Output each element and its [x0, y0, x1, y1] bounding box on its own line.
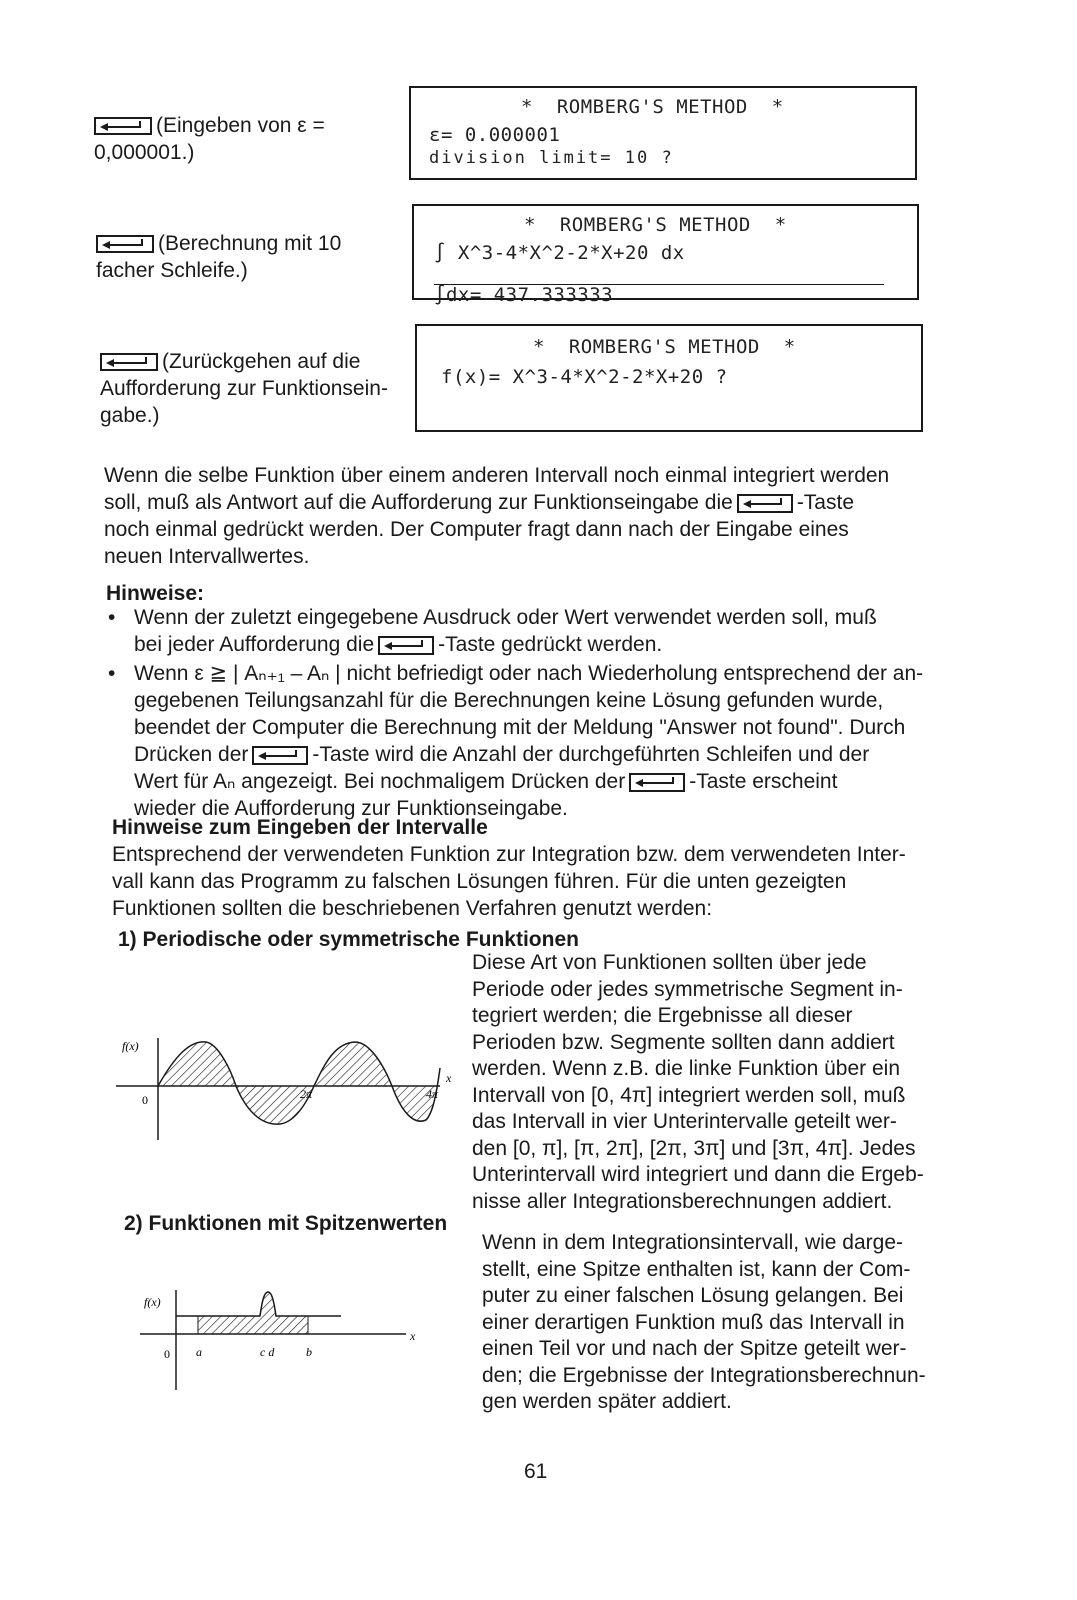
lcd-2-line-2: ∫ X^3-4*X^2-2*X+20 dx — [434, 242, 685, 264]
section-1-line: den [0, π], [π, 2π], [2π, 3π] und [3π, 4π]. Jedes — [472, 1136, 916, 1160]
spike-function-figure — [136, 1282, 436, 1394]
enter-key-icon — [96, 235, 154, 253]
lcd-2-line-3: ∫dx= 437.333333 — [434, 284, 614, 306]
zero-label: 0 — [164, 1347, 170, 1361]
section-2-line: einer derartigen Funktion muß das Intervall in — [482, 1310, 905, 1334]
enter-key-icon — [94, 117, 152, 135]
cd-label: c d — [260, 1345, 275, 1359]
hatched-region — [158, 1042, 236, 1086]
bullet-2-line-5: Wert für Aₙ angezeigt. Bei nochmaligem Drücken der -Taste erscheint — [134, 770, 838, 793]
enter-key-icon — [737, 494, 793, 513]
section-2-line: den; die Ergebnisse der Integrationsberechnun- — [482, 1363, 926, 1387]
enter-key-icon — [629, 773, 685, 792]
bullet-2-line-6: wieder die Aufforderung zur Funktionseingabe. — [134, 797, 568, 820]
bullet-2-line-2: gegebenen Teilungsanzahl für die Berechnungen keine Lösung gefunden wurde, — [134, 689, 884, 712]
intro-line-1: Wenn die selbe Funktion über einem anderen Intervall noch einmal integriert werden — [104, 464, 890, 487]
x-label: x — [446, 1071, 452, 1085]
intro-paragraph — [104, 462, 924, 570]
spike-curve — [176, 1292, 341, 1316]
lcd-3-line-1: * ROMBERG'S METHOD * — [533, 336, 796, 358]
enter-key-icon — [100, 353, 158, 371]
section-1-line: das Intervall in vier Unterintervalle geteilt wer- — [472, 1110, 897, 1133]
bullet-2-line-1: Wenn ε ≧ | Aₙ₊₁ – Aₙ | nicht befriedigt oder nach Wiederholung entsprechend der an- — [134, 662, 924, 685]
two-pi-label: 2π — [300, 1087, 313, 1101]
hatched-region — [198, 1316, 308, 1334]
b-label: b — [306, 1345, 312, 1359]
section-2-text — [482, 1230, 937, 1416]
section-1-line: Perioden bzw. Segmente sollten dann addiert — [472, 1030, 895, 1054]
lcd-display-1 — [409, 86, 917, 180]
section-1-line: nisse aller Integrationsberechnungen addiert. — [472, 1189, 893, 1213]
section-2-line: puter zu einer falschen Lösung gelangen. Bei — [482, 1284, 904, 1307]
hinweise-bullet-2: • Wenn ε ≧ | Aₙ₊₁ – Aₙ | nicht befriedigt oder nach Wiederholung entsprechend der an- gegebenen Teilungsanzahl für die Berechnungen keine Lösung gefunden wurde, beendet der Computer die Berechnung mit der Meldung "Answer not found". Durch Drücken der -Taste wird die Anzahl der durchgeführten Schleifen und der Wert für Aₙ angezeigt. Bei nochmaligem Drücken der -Taste erscheint wieder die Aufforderung zur Funktionseingabe. — [134, 660, 934, 822]
hinweise-heading: Hinweise: — [106, 582, 205, 605]
bullet-2-line-4: Drücken der -Taste wird die Anzahl der durchgeführten Schleifen und der — [134, 743, 870, 766]
section-2-line: stellt, eine Spitze enthalten ist, kann der Com- — [482, 1257, 911, 1281]
step-1-text: (Eingeben von ε = 0,000001.) — [94, 114, 325, 164]
intervalle-block — [112, 814, 932, 922]
hinweise-bullet-1: • Wenn der zuletzt eingegebene Ausdruck oder Wert verwendet werden soll, muß bei jeder Aufforderung die -Taste gedrückt werden. — [134, 604, 934, 658]
bullet-2-line-3: beendet der Computer die Berechnung mit der Meldung "Answer not found". Durch — [134, 716, 906, 739]
step-2-text: (Berechnung mit 10 facher Schleife.) — [96, 232, 342, 282]
intervalle-line-1: Entsprechend der verwendeten Funktion zur Integration bzw. dem verwendeten Inter- — [112, 843, 906, 866]
lcd-1-line-2: ε= 0.000001 — [429, 124, 561, 146]
intro-line-3: noch einmal gedrückt werden. Der Computer fragt dann nach der Eingabe eines — [104, 518, 849, 541]
lcd-3-line-2: f(x)= X^3-4*X^2-2*X+20 ? — [441, 366, 728, 388]
fx-label: f(x) — [122, 1039, 139, 1053]
section-1-line: Periode oder jedes symmetrische Segment in- — [472, 977, 903, 1001]
lcd-1-line-3: division limit= 10 ? — [429, 148, 674, 168]
intervalle-line-2: vall kann das Programm zu falschen Lösungen führen. Für die unten gezeigten — [112, 870, 847, 893]
intro-line-4: neuen Intervallwertes. — [104, 545, 310, 568]
section-1-line: tegriert werden; die Ergebnisse all dieser — [472, 1004, 853, 1027]
lcd-2-line-1: * ROMBERG'S METHOD * — [524, 214, 787, 236]
bullet-1-line-2: bei jeder Aufforderung die -Taste gedrückt werden. — [134, 633, 663, 656]
step-1-description — [94, 112, 394, 166]
four-pi-label: 4π — [426, 1087, 439, 1101]
fx-label: f(x) — [144, 1295, 161, 1309]
step-2-description — [96, 230, 396, 284]
zero-label: 0 — [142, 1093, 148, 1107]
periodic-function-figure — [110, 1028, 460, 1148]
section-2-line: einen Teil vor und nach der Spitze geteilt wer- — [482, 1337, 907, 1360]
lcd-display-3 — [415, 324, 923, 432]
section-1-line: werden. Wenn z.B. die linke Funktion über ein — [472, 1057, 901, 1080]
section-2-line: Wenn in dem Integrationsintervall, wie darge- — [482, 1231, 903, 1254]
x-label: x — [410, 1329, 416, 1343]
section-1-line: Intervall von [0, 4π] integriert werden soll, muß — [472, 1083, 906, 1107]
bullet-1-line-1: Wenn der zuletzt eingegebene Ausdruck oder Wert verwendet werden soll, muß — [134, 606, 877, 629]
section-1-line: Unterintervall wird integriert und dann die Ergeb- — [472, 1163, 924, 1186]
a-label: a — [196, 1345, 202, 1359]
section-1-text — [472, 950, 932, 1215]
section-2-line: gen werden später addiert. — [482, 1390, 732, 1413]
lcd-display-2 — [412, 204, 919, 306]
page-number: 61 — [524, 1460, 548, 1483]
section-1-heading: 1) Periodische oder symmetrische Funktionen — [118, 928, 579, 951]
section-2-heading: 2) Funktionen mit Spitzenwerten — [124, 1212, 448, 1235]
intervalle-line-3: Funktionen sollten die beschriebenen Verfahren genutzt werden: — [112, 897, 713, 920]
intro-line-2: soll, muß als Antwort auf die Aufforderung zur Funktionseingabe die -Taste — [104, 491, 854, 514]
enter-key-icon — [252, 746, 308, 765]
section-1-line: Diese Art von Funktionen sollten über jede — [472, 951, 867, 974]
enter-key-icon — [378, 636, 434, 655]
lcd-1-line-1: * ROMBERG'S METHOD * — [521, 96, 784, 118]
step-3-text: (Zurückgehen auf die Aufforderung zur Funktionsein-gabe.) — [100, 350, 388, 427]
step-3-description — [100, 348, 400, 429]
intervalle-heading: Hinweise zum Eingeben der Intervalle — [112, 816, 488, 839]
